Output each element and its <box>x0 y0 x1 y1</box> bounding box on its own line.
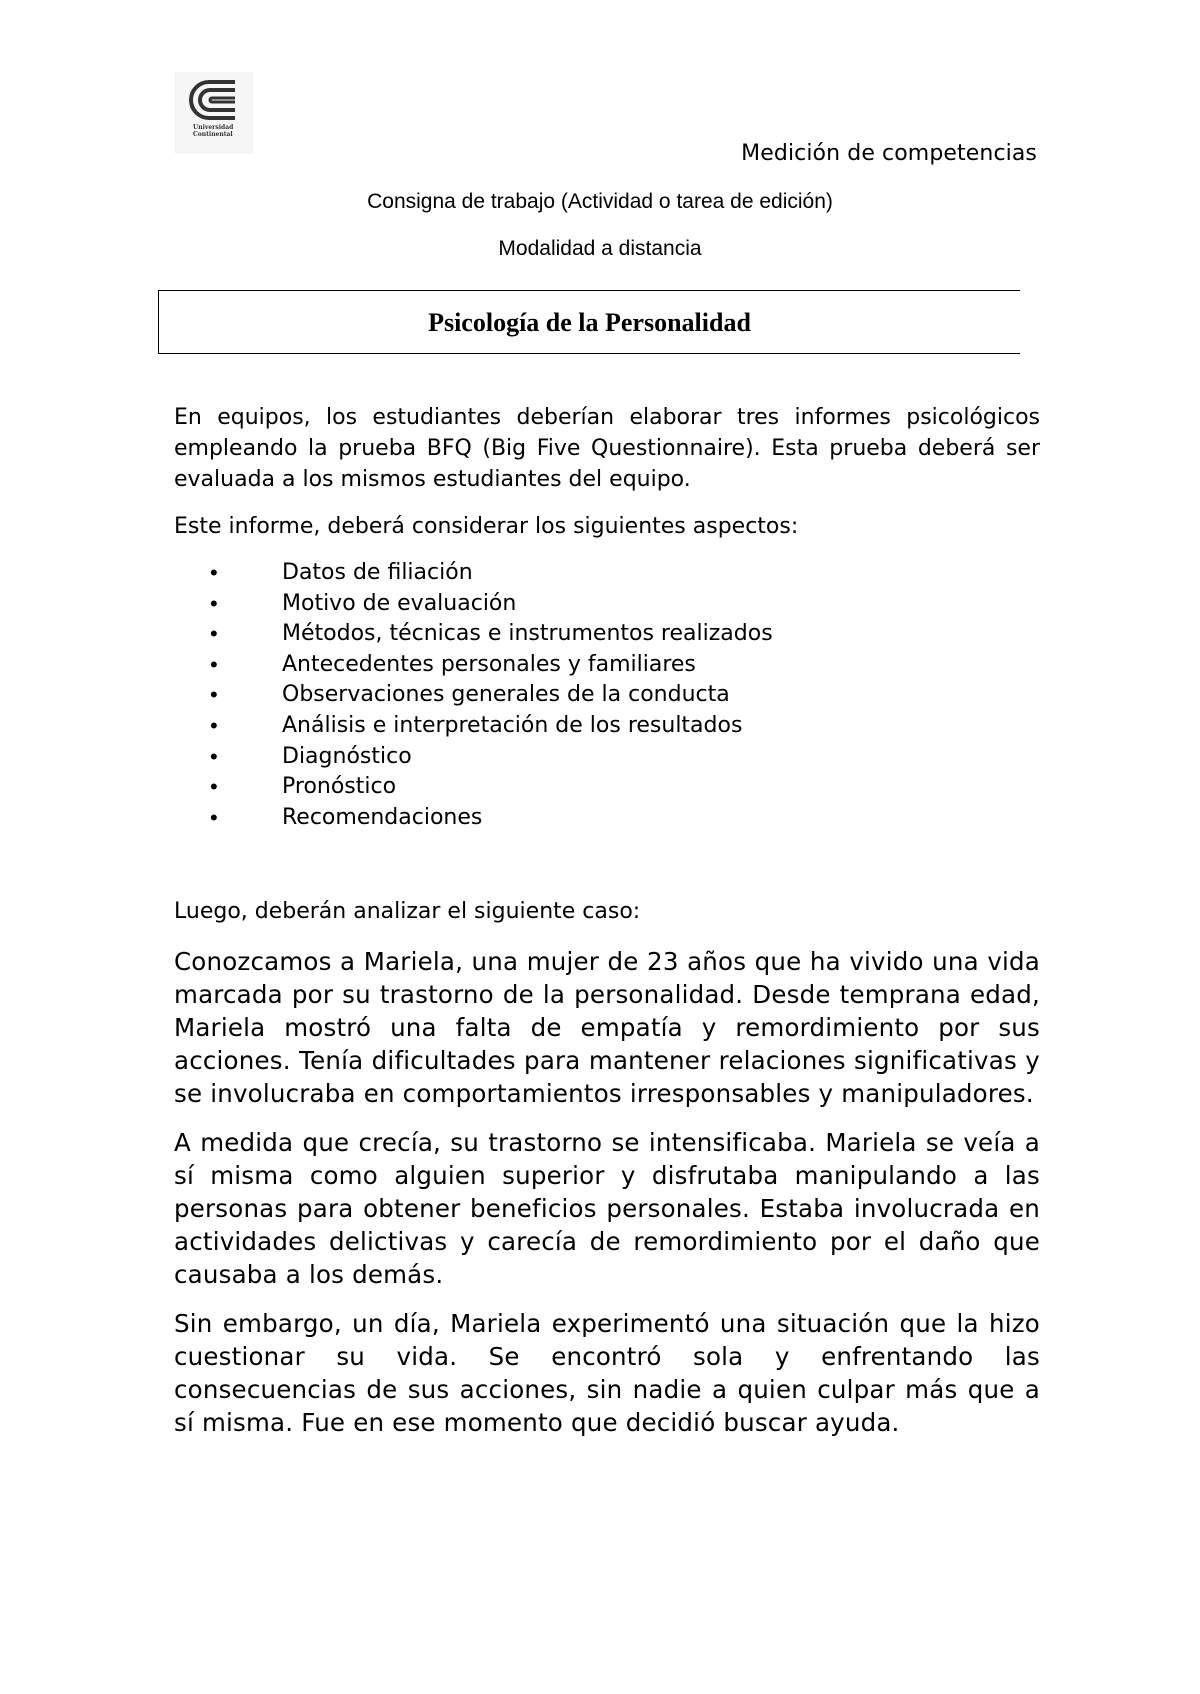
logo-text <box>193 124 253 138</box>
list-item-text: Recomendaciones <box>282 804 483 830</box>
intro-paragraph <box>174 402 1040 495</box>
list-item-text: Observaciones generales de la conducta <box>282 682 730 708</box>
bullet: • <box>210 712 218 738</box>
course-title-box <box>158 290 1020 354</box>
list-item-text: Pronóstico <box>282 774 397 800</box>
case-intro: Luego, deberán analizar el siguiente caso: <box>174 899 641 924</box>
modalidad-heading: Modalidad a distancia <box>498 237 702 260</box>
list-item-text: Antecedentes personales y familiares <box>282 651 696 677</box>
bullet: • <box>210 590 218 616</box>
logo-line-2: Continental <box>193 131 233 138</box>
list-item <box>210 589 773 620</box>
course-title: Psicología de la Personalidad <box>428 308 751 337</box>
list-item <box>210 742 773 773</box>
university-logo-icon <box>189 78 239 122</box>
list-item-text: Métodos, técnicas e instrumentos realizados <box>282 621 773 647</box>
list-item-text: Datos de filiación <box>282 560 473 585</box>
list-item <box>210 803 773 834</box>
bullet: • <box>210 651 218 677</box>
medicion-label: Medición de competencias <box>741 141 1037 166</box>
case-paragraph-3: Sin embargo, un día, Mariela experimentó una situación que la hizo cuestionar su vida. Se encontró sola y enfrentando las consecuencias de sus acciones, sin nadie a quien culpar más que a sí misma. Fue en ese momento que decidió buscar ayuda. <box>174 1309 1040 1437</box>
bullet: • <box>210 682 218 708</box>
logo-line-1: Universidad <box>193 124 234 131</box>
bullet: • <box>210 804 218 830</box>
list-item-text: Análisis e interpretación de los resultados <box>282 712 743 738</box>
list-item-text: Motivo de evaluación <box>282 590 517 616</box>
university-logo <box>175 72 253 154</box>
case-paragraph-1: Conozcamos a Mariela, una mujer de 23 años que ha vivido una vida marcada por su trastorno de la personalidad. Desde temprana edad, Mariela mostró una falta de empatía y remordimiento por sus acciones. Tenía dificultades para mantener relaciones significativas y se involucraba en comportamientos irresponsables y manipuladores. <box>174 947 1040 1108</box>
list-item <box>210 772 773 803</box>
aspectos-list <box>210 558 773 833</box>
bullet: • <box>210 560 218 585</box>
list-item <box>210 558 773 589</box>
case-text <box>174 945 1040 1455</box>
list-item <box>210 650 773 681</box>
aspectos-intro: Este informe, deberá considerar los siguientes aspectos: <box>174 514 799 539</box>
consigna-heading: Consigna de trabajo (Actividad o tarea de edición) <box>367 190 833 213</box>
bullet: • <box>210 743 218 769</box>
intro-text: En equipos, los estudiantes deberían elaborar tres informes psicológicos empleando la prueba BFQ (Big Five Questionnaire). Esta prueba deberá ser evaluada a los mismos estudiantes del equipo. <box>174 405 1040 492</box>
list-item-text: Diagnóstico <box>282 743 412 769</box>
bullet: • <box>210 621 218 647</box>
list-item <box>210 619 773 650</box>
list-item <box>210 680 773 711</box>
list-item <box>210 711 773 742</box>
case-paragraph-2: A medida que crecía, su trastorno se intensificaba. Mariela se veía a sí misma como alguien superior y disfrutaba manipulando a las personas para obtener beneficios personales. Estaba involucrada en actividades delictivas y carecía de remordimiento por el daño que causaba a los demás. <box>174 1128 1040 1289</box>
bullet: • <box>210 774 218 800</box>
